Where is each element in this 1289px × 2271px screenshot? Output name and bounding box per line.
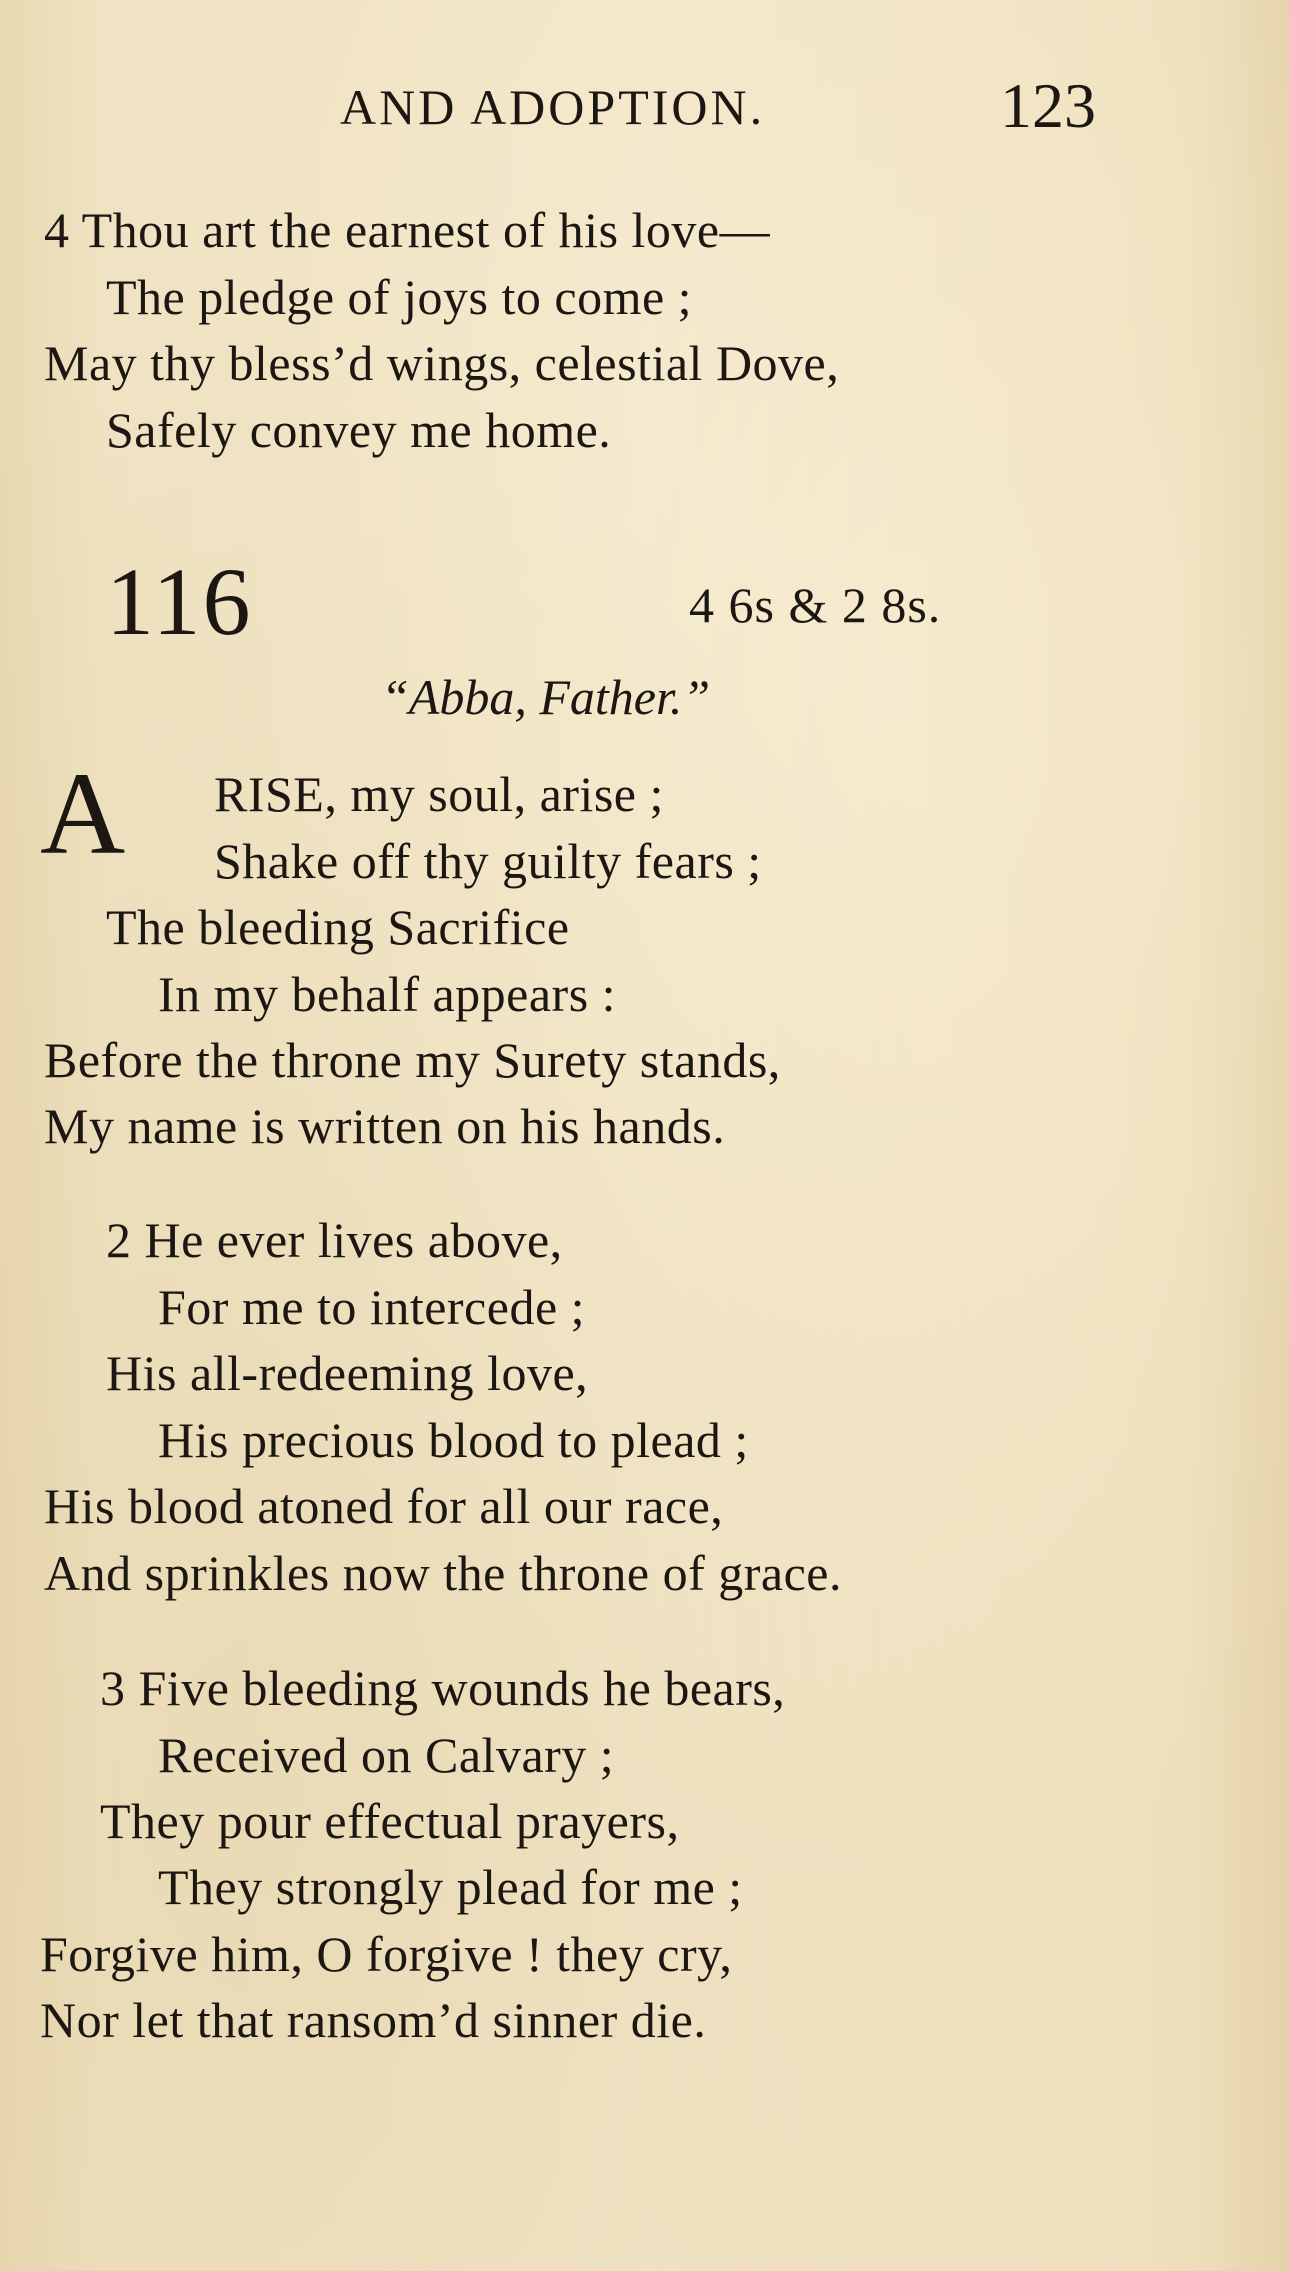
running-header-title: AND ADOPTION. <box>340 79 766 135</box>
verse-line: RISE, my soul, arise ; <box>214 766 664 822</box>
verse-line: Safely convey me home. <box>106 402 612 458</box>
verse-line: They pour effectual prayers, <box>100 1793 680 1849</box>
verse-line: For me to intercede ; <box>158 1279 586 1335</box>
verse-line: Shake off thy guilty fears ; <box>214 833 762 889</box>
verse-line: Before the throne my Surety stands, <box>44 1032 781 1088</box>
verse-line: Received on Calvary ; <box>158 1727 615 1783</box>
verse-line: In my behalf appears : <box>158 966 617 1022</box>
hymn-title: “Abba, Father.” <box>381 669 711 725</box>
verse-line: And sprinkles now the throne of grace. <box>44 1545 842 1601</box>
verse-line: Forgive him, O forgive ! they cry, <box>40 1926 733 1982</box>
verse-line: His precious blood to plead ; <box>158 1412 749 1468</box>
verse-line: They strongly plead for me ; <box>158 1859 743 1915</box>
verse-line: 4 Thou art the earnest of his love— <box>44 202 771 258</box>
verse-line: 2 He ever lives above, <box>106 1212 563 1268</box>
page-number: 123 <box>1000 70 1096 141</box>
verse-line: The bleeding Sacrifice <box>106 899 570 955</box>
verse-line: My name is written on his hands. <box>44 1098 726 1154</box>
hymn-meter: 4 6s & 2 8s. <box>689 577 942 633</box>
hymn-number: 116 <box>106 548 253 655</box>
verse-line: His blood atoned for all our race, <box>44 1478 724 1534</box>
verse-line: 3 Five bleeding wounds he bears, <box>100 1660 786 1716</box>
drop-cap: A <box>40 748 126 879</box>
verse-line: His all-redeeming love, <box>106 1345 589 1401</box>
verse-line: Nor let that ransom’d sinner die. <box>40 1992 707 2048</box>
verse-line: The pledge of joys to come ; <box>106 269 693 325</box>
verse-line: May thy bless’d wings, celestial Dove, <box>44 335 840 391</box>
